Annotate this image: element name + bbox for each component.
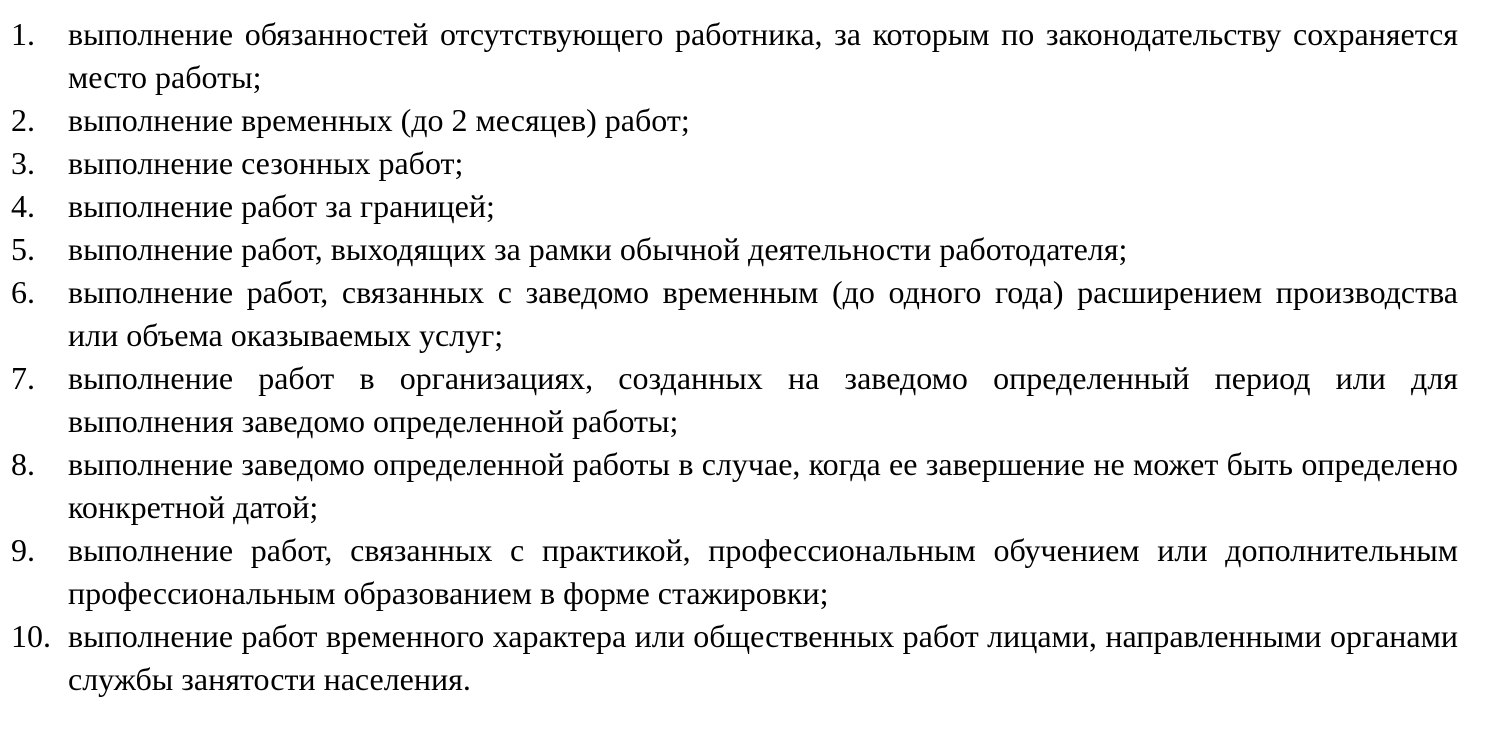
list-item-number: 3. <box>11 145 35 181</box>
list-item-number: 10. <box>11 618 51 654</box>
list-item-number: 9. <box>11 532 35 568</box>
list-item <box>0 529 1458 615</box>
list-item <box>0 142 1458 185</box>
list-item-text: выполнение работ, связанных с заведомо временным (до одного года) расширением производства или объема оказываемых услуг; <box>68 274 1458 353</box>
list-item <box>0 271 1458 357</box>
list-item-text: выполнение заведомо определенной работы в случае, когда ее завершение не может быть определено конкретной датой; <box>68 446 1458 525</box>
list-item-number: 8. <box>11 446 35 482</box>
list-item <box>0 228 1458 271</box>
list-item-number: 1. <box>11 16 35 52</box>
list-item-number: 4. <box>11 188 35 224</box>
list-item-number: 2. <box>11 102 35 138</box>
list-item-text: выполнение обязанностей отсутствующего работника, за которым по законодательству сохраняется место работы; <box>68 16 1458 95</box>
list-item <box>0 357 1458 443</box>
list-item-number: 6. <box>11 274 35 310</box>
list-item-text: выполнение работ в организациях, созданных на заведомо определенный период или для выполнения заведомо определенной работы; <box>68 360 1458 439</box>
list-item <box>0 443 1458 529</box>
list-item-text: выполнение работ, связанных с практикой, профессиональным обучением или дополнительным профессиональным образованием в форме стажировки; <box>68 532 1458 611</box>
list-item-text: выполнение работ, выходящих за рамки обычной деятельности работодателя; <box>68 231 1128 267</box>
list-item-text: выполнение работ временного характера или общественных работ лицами, направленными органами службы занятости населения. <box>68 618 1458 697</box>
list-item-number: 5. <box>11 231 35 267</box>
list-item-text: выполнение работ за границей; <box>68 188 495 224</box>
list-item <box>0 13 1458 99</box>
list-item <box>0 99 1458 142</box>
list-item-text: выполнение сезонных работ; <box>68 145 464 181</box>
list-item <box>0 615 1458 701</box>
numbered-list <box>0 13 1458 701</box>
list-item-text: выполнение временных (до 2 месяцев) работ; <box>68 102 690 138</box>
list-item-number: 7. <box>11 360 35 396</box>
list-item <box>0 185 1458 228</box>
